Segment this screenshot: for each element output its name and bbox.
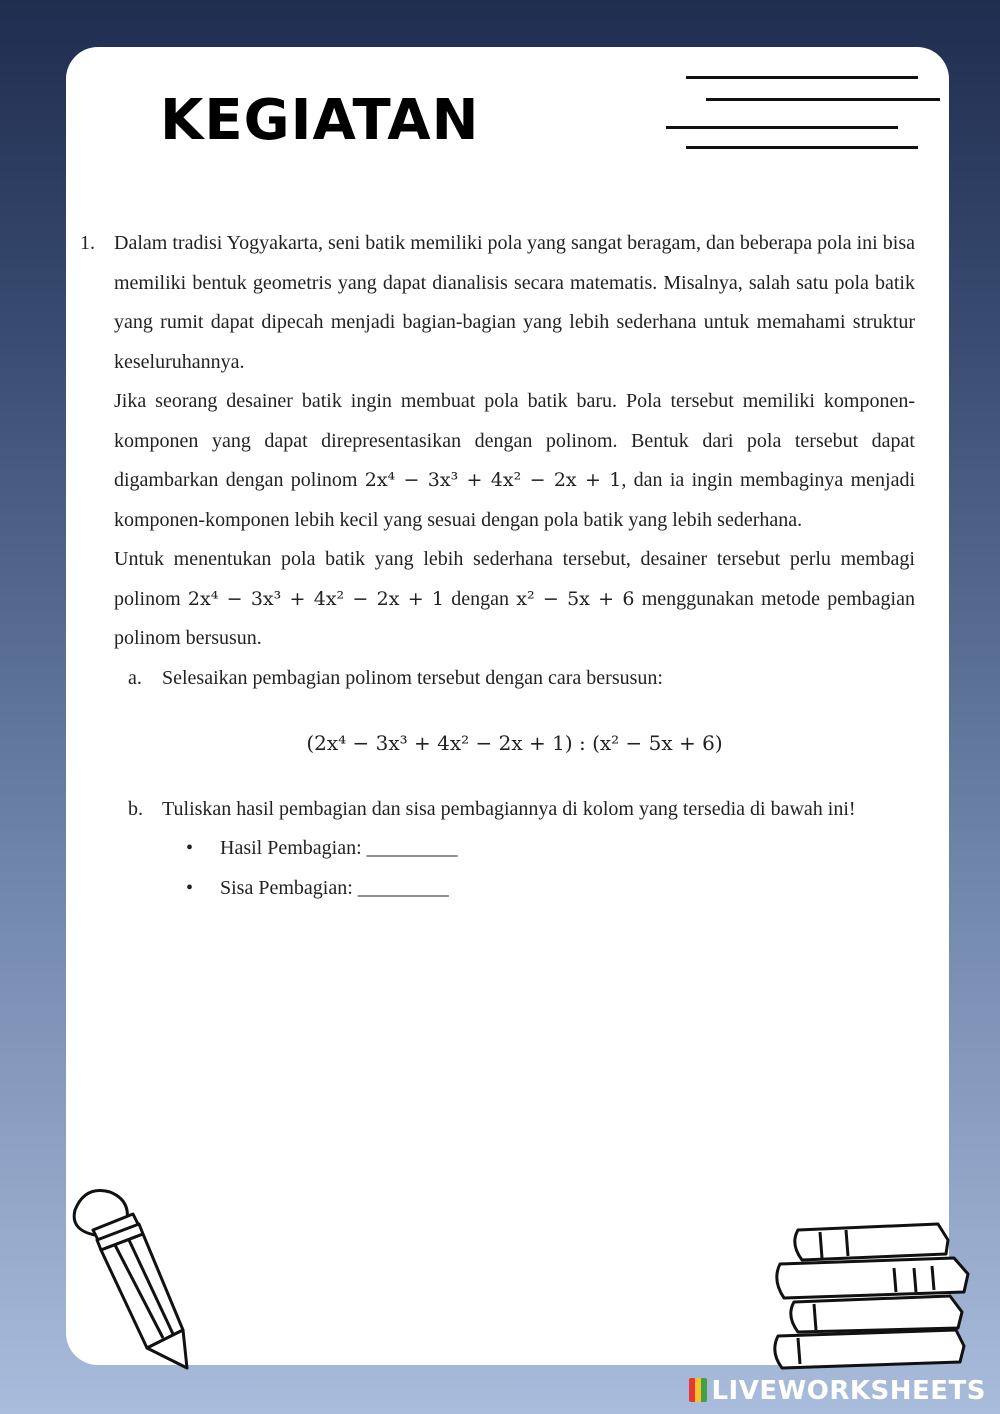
question-number: 1. (80, 232, 95, 254)
question-block (80, 224, 915, 908)
remainder-blank[interactable]: __________ (357, 876, 448, 899)
sub-question-b: b. Tuliskan hasil pembagian dan sisa pembagiannya di kolom yang tersedia di bawah ini! (128, 797, 856, 820)
paragraph-task: Untuk menentukan pola batik yang lebih sederhana tersebut, desainer tersebut perlu membagi polinom 2x⁴ − 3x³ + 4x² − 2x + 1 dengan x² − 5x + 6 menggunakan metode pembagian polinom bersusun. (114, 548, 915, 649)
answer-remainder: • Sisa Pembagian: __________ (186, 869, 915, 909)
decorative-line (666, 126, 898, 129)
paragraph-intro: Dalam tradisi Yogyakarta, seni batik memiliki pola yang sangat beragam, dan beberapa pola ini bisa memiliki bentuk geometris yang dapat dianalisis secara matematis. Misalnya, salah satu pola batik yang rumit dapat dipecah menjadi bagian-bagian yang lebih sederhana untuk memahami struktur keseluruhannya. (114, 232, 915, 373)
polynomial-divisor: x² − 5x + 6 (516, 587, 635, 610)
page-title: KEGIATAN (160, 88, 480, 153)
quotient-blank[interactable]: __________ (366, 837, 457, 859)
liveworksheets-logo-icon (689, 1378, 707, 1402)
answer-quotient: • Hasil Pembagian: __________ (186, 829, 915, 869)
division-equation: (2x⁴ − 3x³ + 4x² − 2x + 1) : (x² − 5x + 6) (306, 731, 723, 755)
decorative-line (706, 98, 940, 101)
decorative-line (686, 146, 918, 149)
paragraph-scenario: Jika seorang desainer batik ingin membuat pola batik baru. Pola tersebut memiliki komponen-komponen yang dapat direpresentasikan dengan polinom. Bentuk dari pola tersebut dapat digambarkan dengan polinom 2x⁴ − 3x³ + 4x² − 2x + 1, dan ia ingin membaginya menjadi komponen-komponen lebih kecil yang sesuai dengan pola batik yang lebih sederhana. (114, 390, 916, 531)
polynomial-dividend: 2x⁴ − 3x³ + 4x² − 2x + 1 (187, 587, 445, 610)
decorative-line (686, 76, 918, 79)
sub-question-a: a. Selesaikan pembagian polinom tersebut dengan cara bersusun: (128, 666, 663, 689)
books-icon (768, 1212, 978, 1372)
pencil-icon (55, 1180, 205, 1380)
answer-list (80, 829, 915, 908)
brand-logo: LIVEWORKSHEETS (689, 1376, 986, 1406)
polynomial: 2x⁴ − 3x³ + 4x² − 2x + 1 (364, 469, 622, 491)
